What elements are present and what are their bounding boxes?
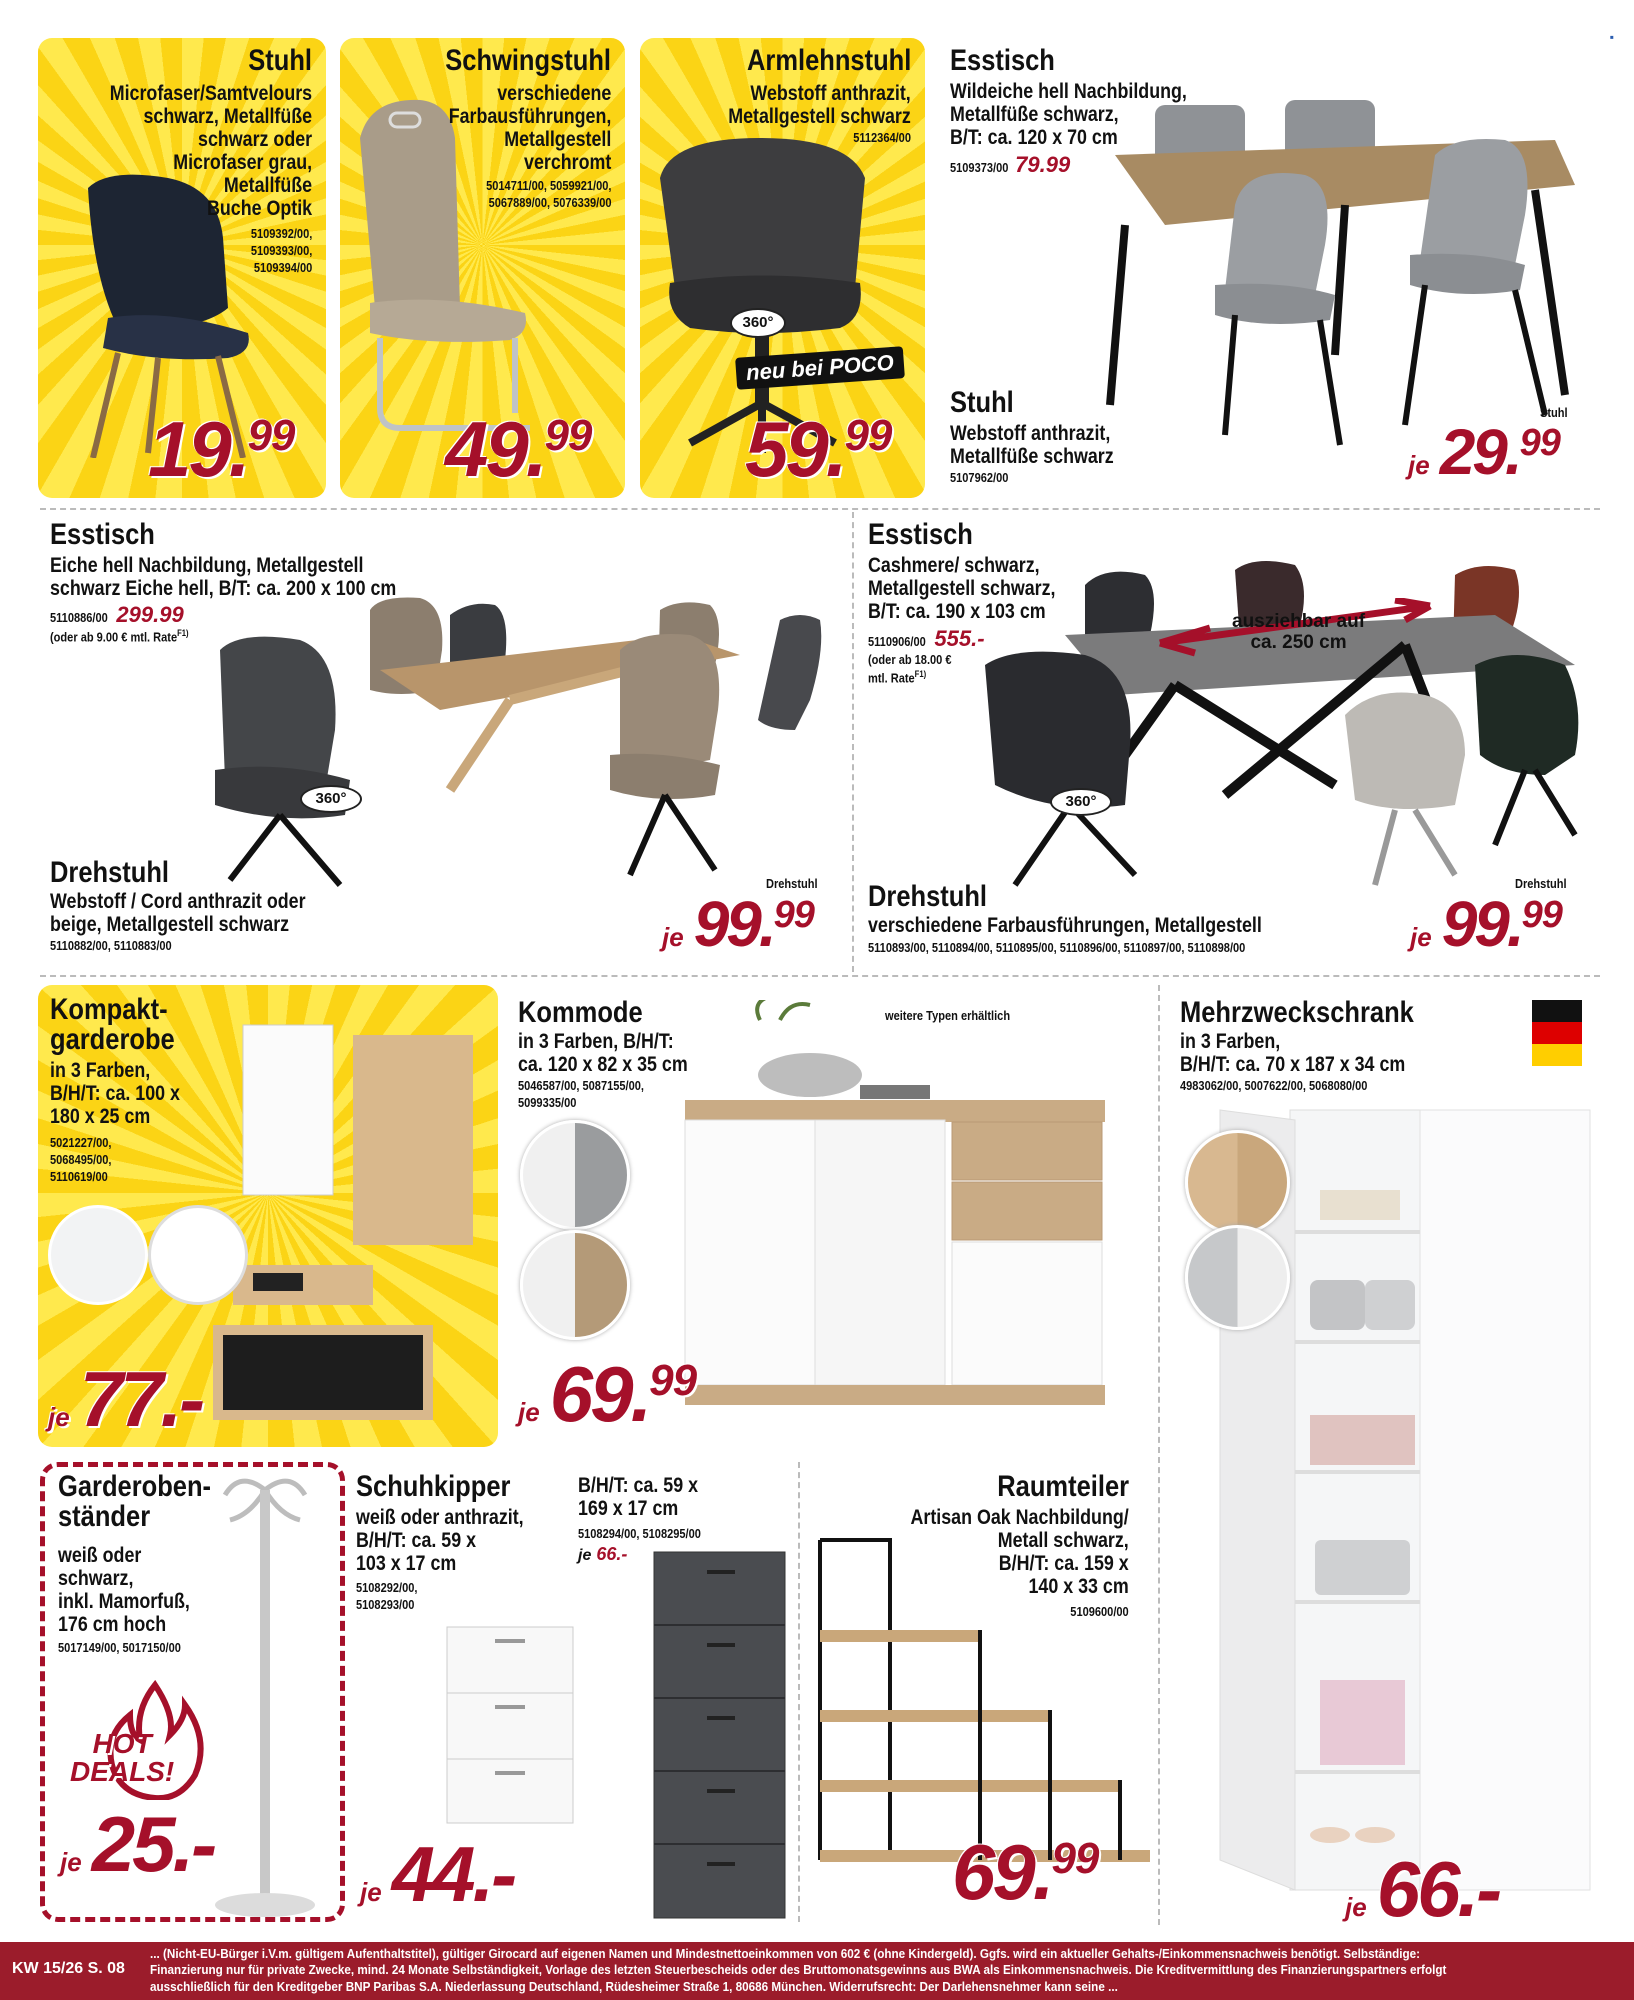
stuhl2-article: 5107962/00 (950, 470, 1009, 485)
drehstuhl1-title: Drehstuhl (50, 856, 170, 889)
legal-footer (0, 1942, 1634, 2000)
esstisch3-extend-note: ausziehbar auf ca. 250 cm (1232, 611, 1366, 653)
schwingstuhl-title: Schwingstuhl (445, 44, 611, 77)
drehstuhl2-articles: 5110893/00, 5110894/00, 5110895/00, 5110896/00, 5110897/00, 5110898/00 (868, 940, 1246, 955)
raumteiler-desc: Artisan Oak Nachbildung/ Metall schwarz, B/H/T: ca. 159 x 140 x 33 cm (910, 1506, 1129, 1599)
drehstuhl1-price: je 99.99 (662, 888, 814, 960)
staender-price: je 25.- (60, 1800, 215, 1888)
mehrzweck-color-swatch-grey (1185, 1225, 1290, 1330)
esstisch2-price-line: 5110886/00 299.99 (50, 602, 184, 627)
dining-set-image (1105, 95, 1585, 455)
stuhl1-title: Stuhl (248, 44, 312, 77)
raumteiler-title: Raumteiler (997, 1470, 1129, 1503)
kommode-image (680, 1000, 1130, 1420)
esstisch2-desc: Eiche hell Nachbildung, Metallgestell schwarz Eiche hell, B/T: ca. 200 x 100 cm (50, 554, 397, 601)
stuhl1-articles: 5109392/00, 5109393/00, 5109394/00 (250, 226, 312, 275)
esstisch3-rate: (oder ab 18.00 € mtl. Rate$^{F1)}$ (868, 652, 952, 686)
mehrzweck-color-swatch-oak (1185, 1130, 1290, 1235)
schuhkipper-desc: weiß oder anthrazit, B/H/T: ca. 59 x 103 x 17 cm (356, 1506, 524, 1576)
raumteiler-price: 69.99 (952, 1828, 1099, 1916)
shoe-cabinet-white-image (445, 1625, 575, 1825)
stuhl2-label: Stuhl (1540, 405, 1568, 420)
mehrzweck-desc: in 3 Farben, B/H/T: ca. 70 x 187 x 34 cm (1180, 1030, 1406, 1077)
mehrzweck-title: Mehrzweckschrank (1180, 996, 1414, 1029)
neu-bei-poco-badge: neu bei POCO (735, 346, 905, 390)
drehstuhl2-label: Drehstuhl (1515, 876, 1567, 891)
esstisch2-title: Esstisch (50, 518, 155, 551)
stuhl2-price: je 29.99 (1408, 416, 1560, 488)
stuhl1-desc: Microfaser/Samtvelours schwarz, Metallfüße schwarz oder Microfaser grau, Metallfüße Buche Optik (109, 82, 312, 221)
armlehnstuhl-desc: Webstoff anthrazit, Metallgestell schwarz (728, 82, 911, 129)
garderobe-articles: 5021227/00, 5068495/00, 5110619/00 (50, 1135, 112, 1184)
esstisch1-price-line: 5109373/00 79.99 (950, 152, 1071, 177)
esstisch3-desc: Cashmere/ schwarz, Metallgestell schwarz, B/T: ca. 190 x 103 cm (868, 554, 1056, 624)
garderobe-color-swatch-white-2 (148, 1205, 248, 1305)
schwingstuhl-desc: verschiedene Farbausführungen, Metallgestell verchromt (448, 82, 611, 175)
armlehnstuhl-price: 59.99 (745, 405, 892, 493)
shoe-cabinet-anthracite-image (652, 1550, 787, 1920)
garderobe-title: Kompakt- garderobe (50, 993, 175, 1056)
stuhl1-price: 19.99 (148, 405, 295, 493)
drehstuhl2-price: je 99.99 (1410, 888, 1562, 960)
garderobe-panel (38, 985, 498, 1447)
kommode-price: je 69.99 (518, 1350, 697, 1438)
schuhkipper-alt-price: je 66.- (578, 1544, 628, 1564)
stuhl2-desc: Webstoff anthrazit, Metallfüße schwarz (950, 422, 1114, 469)
mehrzweck-articles: 4983062/00, 5007622/00, 5068080/00 (1180, 1078, 1368, 1093)
drehstuhl2-360-badge: 360° (1050, 788, 1112, 816)
kommode-title: Kommode (518, 996, 643, 1029)
schwingstuhl-panel (340, 38, 625, 498)
drehstuhl2-desc: verschiedene Farbausführungen, Metallgestell (868, 914, 1262, 937)
drehstuhl1-articles: 5110882/00, 5110883/00 (50, 938, 172, 953)
esstisch1-desc: Wildeiche hell Nachbildung, Metallfüße schwarz, B/T: ca. 120 x 70 cm (950, 80, 1187, 150)
armlehnstuhl-360-badge: 360° (730, 308, 786, 338)
kommode-desc: in 3 Farben, B/H/T: ca. 120 x 82 x 35 cm (518, 1030, 688, 1077)
row-divider-2 (40, 975, 1600, 977)
schuhkipper-title: Schuhkipper (356, 1470, 511, 1503)
issue-label: KW 15/26 S. 08 (12, 1960, 125, 1977)
made-in-germany-flag-icon (1532, 1000, 1582, 1066)
staender-articles: 5017149/00, 5017150/00 (58, 1640, 181, 1655)
garderobe-color-swatch-white (48, 1205, 148, 1305)
row-divider-1 (40, 508, 1600, 510)
drehstuhl1-desc: Webstoff / Cord anthrazit oder beige, Metallgestell schwarz (50, 890, 306, 937)
staender-title: Garderoben- ständer (58, 1470, 212, 1533)
esstisch3-title: Esstisch (868, 518, 973, 551)
esstisch1-title: Esstisch (950, 44, 1055, 77)
raumteiler-article: 5109600/00 (1070, 1604, 1129, 1619)
armlehnstuhl-article: 5112364/00 (853, 130, 911, 145)
schuhkipper-alt-articles: 5108294/00, 5108295/00 (578, 1526, 701, 1541)
schwingstuhl-price: 49.99 (445, 405, 592, 493)
schuhkipper-alt-desc: B/H/T: ca. 59 x 169 x 17 cm (578, 1474, 699, 1521)
column-divider-row3 (1158, 985, 1160, 1925)
hot-deals-label: HOT DEALS! (70, 1728, 175, 1787)
garderobe-price: je 77.- (48, 1355, 203, 1443)
stuhl1-panel (38, 38, 326, 498)
esstisch3-price-line: 5110906/00 555.- (868, 626, 985, 651)
legal-text: ... (Nicht-EU-Bürger i.V.m. gültigem Aufenthaltstitel), gültiger Girocard auf eigenen Namen und Mindestnettoeinkommen von 602 € (ohne Kindergeld). Ggfs. wird ein aktueller Gehalts-/Einkommensnachweis benötigt. Selbständige: Finanzierung nur für private Zwecke, mind. 24 Monate Selbständigkeit, Vorlage des letzten Steuerbescheids oder des Bruttomonatsgewinns aus BWA als Einkommensnachweis. Die Kreditvermittlung des Finanzierungspartners erfolgt ausschließlich für den Kreditgeber BNP Paribas S.A. Niederlassung Deutschland, Rüdesheimer Straße 1, 80686 München. Widerrufsrecht: Der Darlehensnehmer kann seine ... (150, 1946, 1447, 1994)
schuhkipper-articles: 5108292/00, 5108293/00 (356, 1580, 418, 1612)
kommode-color-swatch-oak (520, 1230, 630, 1340)
drehstuhl1-label: Drehstuhl (766, 876, 818, 891)
column-divider-row2 (852, 512, 854, 972)
drehstuhl1-360-badge: 360° (300, 785, 362, 813)
staender-desc: weiß oder schwarz, inkl. Mamorfuß, 176 cm hoch (58, 1544, 190, 1637)
kommode-note: weitere Typen erhältlich (885, 1008, 1011, 1023)
armlehnstuhl-panel (640, 38, 925, 498)
drehstuhl2-title: Drehstuhl (868, 880, 988, 913)
esstisch2-rate: (oder ab 9.00 € mtl. Rate$^{F1)}$ (50, 628, 189, 645)
armlehnstuhl-title: Armlehnstuhl (746, 44, 911, 77)
kommode-articles: 5046587/00, 5087155/00, 5099335/00 (518, 1078, 644, 1110)
mehrzweck-price: je 66.- (1345, 1845, 1500, 1933)
stuhl2-title: Stuhl (950, 386, 1014, 419)
garderobe-image (213, 1005, 493, 1425)
kommode-color-swatch-grey (520, 1120, 630, 1230)
column-divider-row4 (798, 1462, 800, 1922)
corner-mark: ▪ (1609, 30, 1614, 44)
garderobe-desc: in 3 Farben, B/H/T: ca. 100 x 180 x 25 cm (50, 1059, 180, 1129)
schwingstuhl-articles: 5014711/00, 5059921/00, 5067889/00, 5076339/00 (485, 178, 611, 210)
schuhkipper-price: je 44.- (360, 1830, 515, 1918)
coat-stand-image (200, 1470, 330, 1930)
dining-set-2-image (210, 590, 840, 890)
